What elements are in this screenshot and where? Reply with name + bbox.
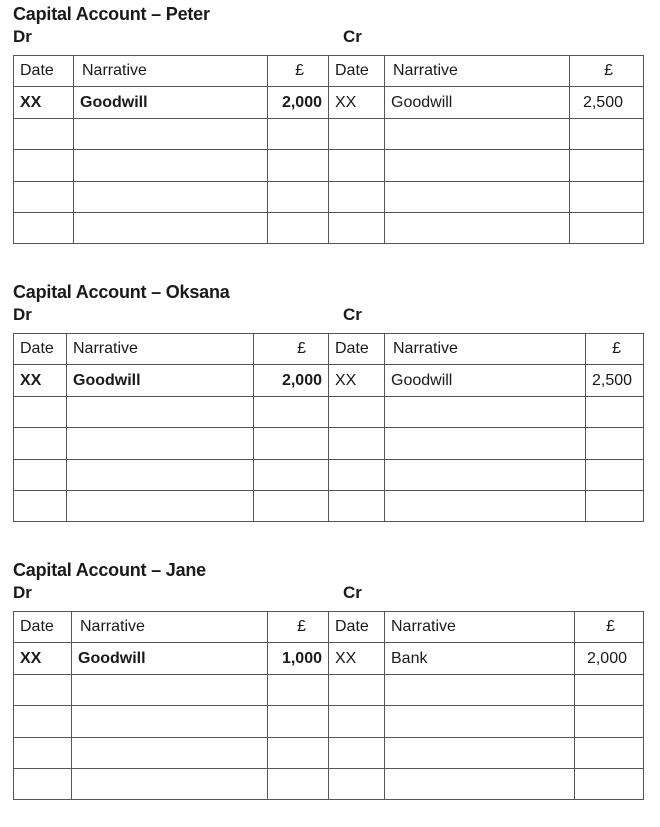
- table-row: [14, 706, 644, 737]
- credit-amount-header: £: [570, 56, 644, 87]
- debit-date: XX: [14, 643, 72, 674]
- table-row: [14, 643, 644, 674]
- table-row: [14, 490, 644, 521]
- credit-label: Cr: [343, 583, 362, 602]
- credit-amount-header: £: [575, 612, 644, 643]
- debit-date-header: Date: [14, 56, 74, 87]
- debit-narrative: Goodwill: [67, 365, 254, 396]
- header-row: [14, 334, 644, 365]
- table-row: [14, 459, 644, 490]
- credit-narrative-header: Narrative: [385, 612, 575, 643]
- credit-date-header: Date: [329, 612, 385, 643]
- debit-narrative: Goodwill: [74, 87, 268, 118]
- credit-amount: 2,000: [575, 643, 644, 674]
- debit-narrative-header: Narrative: [72, 612, 268, 643]
- debit-amount-header: £: [268, 612, 329, 643]
- account-title: Capital Account – Oksana: [13, 282, 230, 302]
- account-title: Capital Account – Peter: [13, 4, 210, 24]
- debit-narrative-header: Narrative: [74, 56, 268, 87]
- table-row: [14, 118, 644, 149]
- credit-amount: 2,500: [586, 365, 644, 396]
- debit-amount-header: £: [254, 334, 329, 365]
- capital-account-oksana: [0, 282, 660, 542]
- debit-date-header: Date: [14, 612, 72, 643]
- debit-amount: 1,000: [268, 643, 329, 674]
- table-row: [14, 181, 644, 212]
- debit-date-header: Date: [14, 334, 67, 365]
- debit-narrative: Goodwill: [72, 643, 268, 674]
- header-row: [14, 56, 644, 87]
- credit-label: Cr: [343, 27, 362, 46]
- table-row: [14, 87, 644, 118]
- credit-narrative: Goodwill: [385, 87, 570, 118]
- t-account-table: [13, 611, 644, 800]
- credit-date: XX: [329, 643, 385, 674]
- t-account-table: [13, 55, 644, 244]
- debit-amount: 2,000: [254, 365, 329, 396]
- table-row: [14, 365, 644, 396]
- table-row: [14, 768, 644, 799]
- table-row: [14, 150, 644, 181]
- credit-date-header: Date: [329, 56, 385, 87]
- capital-account-jane: [0, 560, 660, 822]
- table-row: [14, 674, 644, 705]
- credit-amount-header: £: [586, 334, 644, 365]
- debit-label: Dr: [13, 27, 32, 46]
- debit-narrative-header: Narrative: [67, 334, 254, 365]
- table-row: [14, 212, 644, 243]
- credit-narrative: Bank: [385, 643, 575, 674]
- capital-account-peter: [0, 4, 660, 264]
- credit-narrative-header: Narrative: [385, 56, 570, 87]
- debit-date: XX: [14, 365, 67, 396]
- credit-amount: 2,500: [570, 87, 644, 118]
- table-row: [14, 428, 644, 459]
- credit-narrative-header: Narrative: [385, 334, 586, 365]
- debit-amount-header: £: [268, 56, 329, 87]
- credit-date: XX: [329, 87, 385, 118]
- credit-date-header: Date: [329, 334, 385, 365]
- account-title: Capital Account – Jane: [13, 560, 206, 580]
- credit-date: XX: [329, 365, 385, 396]
- table-row: [14, 737, 644, 768]
- debit-amount: 2,000: [268, 87, 329, 118]
- debit-label: Dr: [13, 305, 32, 324]
- debit-label: Dr: [13, 583, 32, 602]
- debit-date: XX: [14, 87, 74, 118]
- t-account-table: [13, 333, 644, 522]
- credit-label: Cr: [343, 305, 362, 324]
- header-row: [14, 612, 644, 643]
- credit-narrative: Goodwill: [385, 365, 586, 396]
- table-row: [14, 396, 644, 427]
